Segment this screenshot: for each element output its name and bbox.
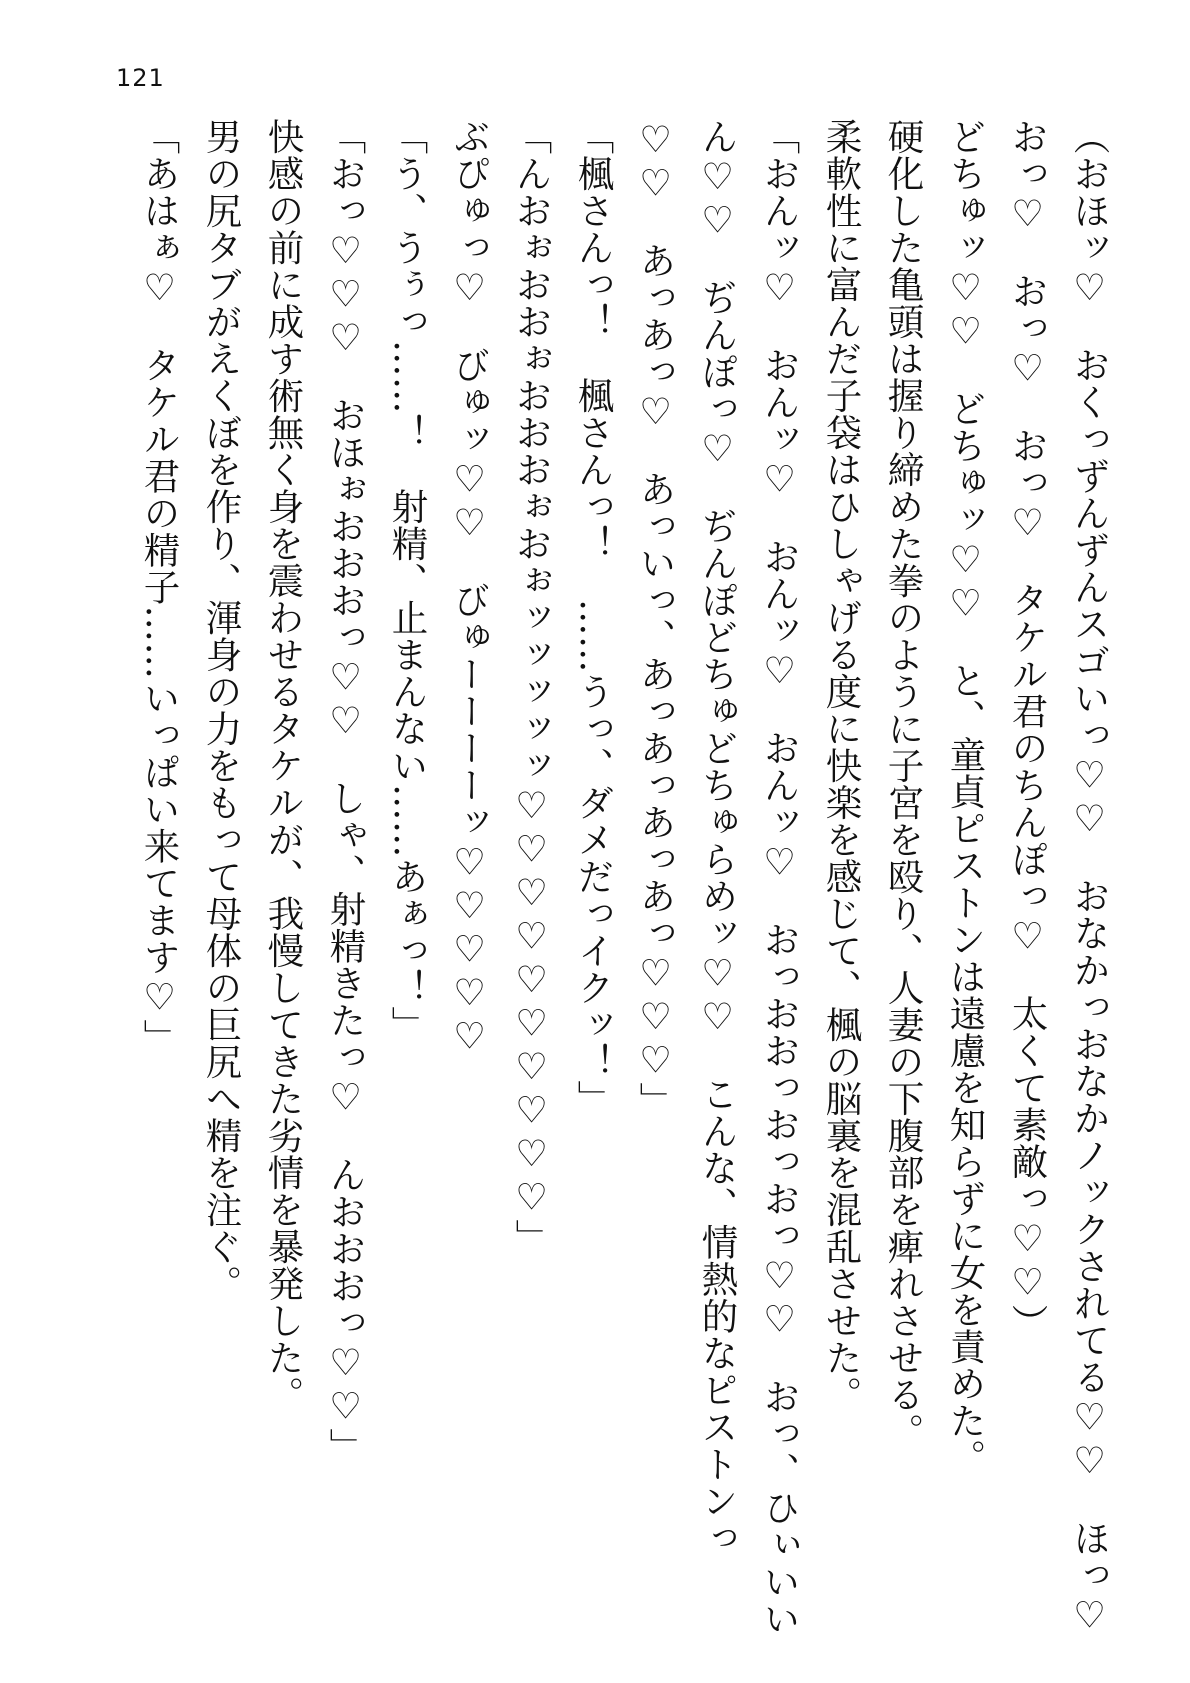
paragraph: 「う、うぅっ……！ 射精、止まんない……あぁっ！」 <box>386 118 429 1043</box>
paragraph: ぶぴゅっ♡ びゅッ♡♡ びゅーーーーッ♡♡♡♡♡ <box>448 118 491 1058</box>
paragraph: 「おっ♡♡♡ おほぉおおおっ♡♡ しゃ、射精きたっ♡ んおおおっ♡♡」 <box>324 118 367 1465</box>
paragraph: どちゅッ♡♡ どちゅッ♡♡ と、童貞ピストンは遠慮を知らずに女を責めた。 <box>944 118 987 1476</box>
paragraph: 「んおぉおおぉおおおぉおぉッッッッッ♡♡♡♡♡♡♡♡♡♡」 <box>510 118 553 1256</box>
paragraph: 硬化した亀頭は握り締めた拳のように子宮を殴り、人妻の下腹部を痺れさせる。 <box>882 118 925 1450</box>
paragraph: 柔軟性に富んだ子袋はひしゃげる度に快楽を感じて、楓の脳裏を混乱させた。 <box>820 118 863 1413</box>
paragraph: 快感の前に成す術無く身を震わせるタケルが、我慢してきた劣情を暴発した。 <box>262 118 305 1413</box>
page-number: 121 <box>116 64 165 92</box>
paragraph: 「おんッ♡ おんッ♡ おんッ♡ おんッ♡ おっおおっおっおっ♡♡ おっ、ひぃいいん♡♡ ぢんぽっ♡ ぢんぽどちゅどちゅらめッ♡♡ こんな、情熱的なピストンっ♡♡ あっあっ♡ あっいっ、あっあっあっあっ♡♡♡」 <box>634 118 801 1637</box>
paragraph: 「楓さんっ！ 楓さんっ！ ……うっ、ダメだっイクッ！」 <box>572 118 615 1117</box>
paragraph: （おほッ♡ おくっずんずんスゴいっ♡♡ おなかっおなかノックされてる♡♡ ほっ♡ おっ♡ おっ♡ おっ♡ タケル君のちんぽっ♡ 太くて素敵っ♡♡） <box>1006 118 1111 1674</box>
paragraph: 「あはぁ♡ タケル君の精子……いっぱい来てます♡」 <box>138 118 181 1056</box>
vertical-text-body <box>110 118 1120 1674</box>
paragraph: 男の尻タブがえくぼを作り、渾身の力をもって母体の巨尻へ精を注ぐ。 <box>200 118 243 1302</box>
